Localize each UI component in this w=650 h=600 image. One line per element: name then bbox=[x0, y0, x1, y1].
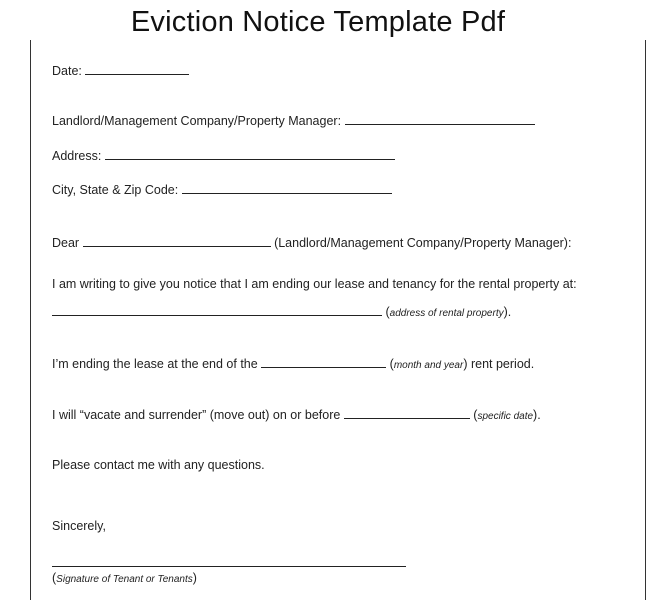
landlord-blank[interactable] bbox=[345, 112, 535, 125]
date-note: specific date bbox=[477, 411, 534, 422]
address-label: Address: bbox=[52, 149, 102, 163]
date-row bbox=[52, 62, 189, 78]
rent-period-text: rent period. bbox=[470, 357, 535, 371]
city-label: City, State & Zip Code: bbox=[52, 183, 179, 197]
signature-caption: (Signature of Tenant or Tenants) bbox=[52, 571, 197, 585]
month-blank[interactable] bbox=[261, 355, 386, 368]
address-blank[interactable] bbox=[105, 147, 395, 160]
property-row: (address of rental property). bbox=[52, 303, 511, 319]
dear-blank[interactable] bbox=[83, 234, 271, 247]
landlord-row bbox=[52, 112, 535, 128]
page-title: Eviction Notice Template Pdf bbox=[130, 6, 506, 38]
notice-paragraph: I am writing to give you notice that I am ending our lease and tenancy for the rental property at: bbox=[52, 277, 577, 291]
closing-text: Sincerely, bbox=[52, 519, 106, 533]
property-address-blank[interactable] bbox=[52, 303, 382, 316]
address-row bbox=[52, 147, 395, 163]
ending-row: I’m ending the lease at the end of the (month and year) rent period. bbox=[52, 357, 535, 371]
vacate-row: I will “vacate and surrender” (move out) on or before (specific date). bbox=[52, 408, 541, 422]
vacate-date-blank[interactable] bbox=[344, 406, 470, 419]
contact-paragraph: Please contact me with any questions. bbox=[52, 458, 265, 472]
city-blank[interactable] bbox=[182, 181, 392, 194]
date-blank[interactable] bbox=[85, 62, 189, 75]
city-row bbox=[52, 181, 392, 197]
address-note: address of rental property bbox=[389, 308, 504, 319]
signature-note: Signature of Tenant or Tenants bbox=[56, 574, 193, 585]
dear-suffix: (Landlord/Management Company/Property Manager): bbox=[274, 236, 572, 250]
dear-row bbox=[52, 234, 571, 250]
vacate-text: I will “vacate and surrender” (move out) on or before bbox=[52, 408, 341, 422]
dear-label: Dear bbox=[52, 236, 80, 250]
ending-text: I’m ending the lease at the end of the bbox=[52, 357, 258, 371]
date-label: Date: bbox=[52, 64, 82, 78]
landlord-label: Landlord/Management Company/Property Manager: bbox=[52, 114, 342, 128]
document-page bbox=[30, 40, 646, 600]
signature-line[interactable] bbox=[52, 566, 406, 567]
month-note: month and year bbox=[393, 360, 464, 371]
